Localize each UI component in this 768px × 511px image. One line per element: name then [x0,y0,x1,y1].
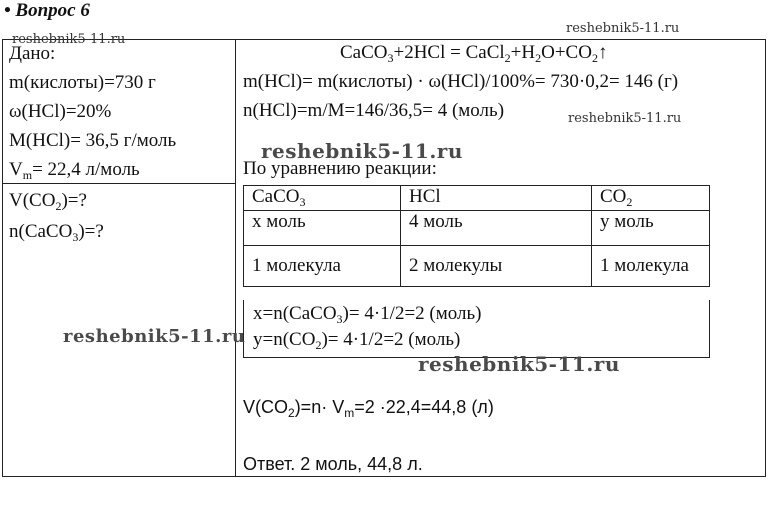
given-molar-mass: M(HCl)= 36,5 г/моль [9,130,177,151]
by-equation-label: По уравнению реакции: [243,158,437,179]
watermark-top-right: reshebnik5-11.ru [566,21,680,36]
table-right-border [765,39,766,477]
hcl-mass-line: m(HCl)= m(кислоты) · ω(HCl)/100%= 730·0,2= 146 (г) [243,71,679,92]
cell-hcl-ratio: 2 молекулы [401,246,592,287]
cell-co2-ratio: 1 молекула [592,246,710,287]
summary-x: х=n(CaCO$_3$)= 4·1/2=2 (моль) [253,303,482,326]
volume-calculation: $V(CO_2)=n\cdot V_m=2 \cdot 22,4=44,8$ (л) [243,397,494,420]
cell-caco3-moles: х моль [244,211,401,246]
header-caco3: CaCO$_3$ [244,186,401,211]
table-header-row [244,186,710,211]
watermark-top-left: reshebnik5-11.ru [12,32,126,47]
watermark-left: reshebnik5-11.ru [63,326,246,347]
watermark-mid-right: reshebnik5-11.ru [568,111,682,126]
table-row [244,211,710,246]
given-molar-volume: $V_m= 22,4$ л/моль [9,159,140,182]
cell-co2-moles: у моль [592,211,710,246]
find-block [9,186,104,248]
question-title: • Вопрос 6 [4,0,90,21]
watermark-mid-center: reshebnik5-11.ru [261,139,463,163]
summary-y: $у=n(CO_2)= 4\cdot 1/2=2$ (моль) [253,329,461,352]
find-volume: $V(CO_2)=$? [9,190,87,213]
table-column-divider [235,39,236,477]
header-hcl: HCl [401,186,592,211]
watermark-right: reshebnik5-11.ru [418,352,620,376]
hcl-moles-line: n(HCl)=m/M=146/36,5= 4 (моль) [243,100,505,121]
cell-hcl-moles: 4 моль [401,211,592,246]
cell-caco3-ratio: 1 молекула [244,246,401,287]
final-answer: Ответ. 2 моль, 44,8 л. [243,454,423,474]
table-row [244,246,710,287]
given-title: Дано: [9,43,56,64]
table-left-border [2,39,3,477]
find-moles: n(CaCO$_3$)=? [9,221,104,244]
reaction-equation: CaCO$_3$+2HCl = $CaCl_2+H_2O+CO_2↑$ [340,42,608,65]
reaction-table [243,185,710,287]
given-block [9,39,176,186]
given-hcl-fraction: ω(HCl)=20% [9,101,112,122]
given-acid-mass: m(кислоты)=730 г [9,72,156,93]
header-co2: $CO_2$ [592,186,710,211]
